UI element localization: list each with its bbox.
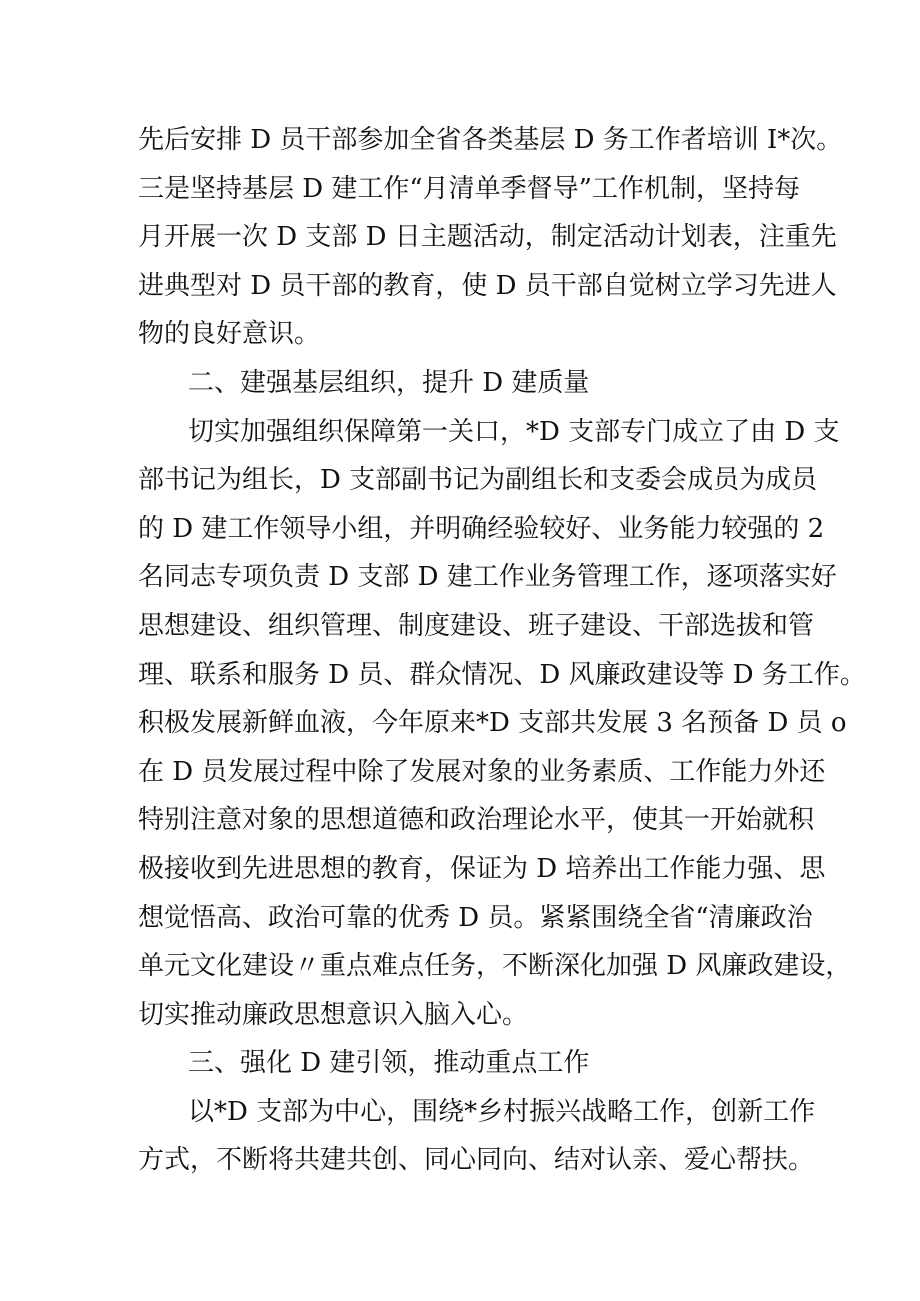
body-line: 先后安排 D 员干部参加全省各类基层 D 务工作者培训 I*次。: [138, 125, 843, 155]
body-line: 切实推动廉政思想意识入脑入心。: [138, 999, 529, 1030]
body-line: 在 D 员发展过程中除了发展对象的业务素质、工作能力外还: [138, 756, 826, 787]
body-line: 名同志专项负责 D 支部 D 建工作业务管理工作，逐项落实好: [138, 562, 837, 593]
body-line: 切实加强组织保障第一关口，*D 支部专门成立了由 D 支: [188, 416, 840, 447]
section-heading: 三、强化 D 建引领，推动重点工作: [188, 1048, 590, 1079]
document-body: [138, 116, 866, 1185]
body-line: 单元文化建设〃重点难点任务，不断深化加强 D 风廉政建设，: [138, 951, 852, 982]
body-line: 极接收到先进思想的教育，保证为 D 培养出工作能力强、思: [138, 853, 826, 884]
body-line: 以*D 支部为中心，围绕*乡村振兴战略工作，创新工作: [188, 1096, 816, 1127]
body-line: 物的良好意识。: [138, 319, 321, 350]
body-line: 三是坚持基层 D 建工作“月清单季督导”工作机制，坚持每: [138, 173, 800, 204]
body-line: 方式，不断将共建共创、同心同向、结对认亲、爱心帮扶。: [138, 1145, 815, 1176]
body-line: 积极发展新鲜血液，今年原来*D 支部共发展 3 名预备 D 员 o: [138, 708, 847, 739]
body-line: 想觉悟高、政治可靠的优秀 D 员。紧紧围绕全省“清廉政治: [138, 902, 813, 933]
body-line: 部书记为组长，D 支部副书记为副组长和支委会成员为成员: [138, 465, 818, 496]
body-line: 理、联系和服务 D 员、群众情况、D 风廉政建设等 D 务工作。: [138, 659, 866, 690]
body-line: 月开展一次 D 支部 D 日主题活动，制定活动计划表，注重先: [138, 222, 837, 253]
body-line: 思想建设、组织管理、制度建设、班子建设、干部选拔和管: [138, 610, 815, 641]
body-line: 的 D 建工作领导小组，并明确经验较好、业务能力较强的 2: [138, 513, 825, 544]
body-line: 进典型对 D 员干部的教育，使 D 员干部自觉树立学习先进人: [138, 270, 837, 301]
body-line: 特别注意对象的思想道德和政治理论水平，使其一开始就积: [138, 805, 815, 836]
section-heading: 二、建强基层组织，提升 D 建质量: [188, 367, 590, 398]
